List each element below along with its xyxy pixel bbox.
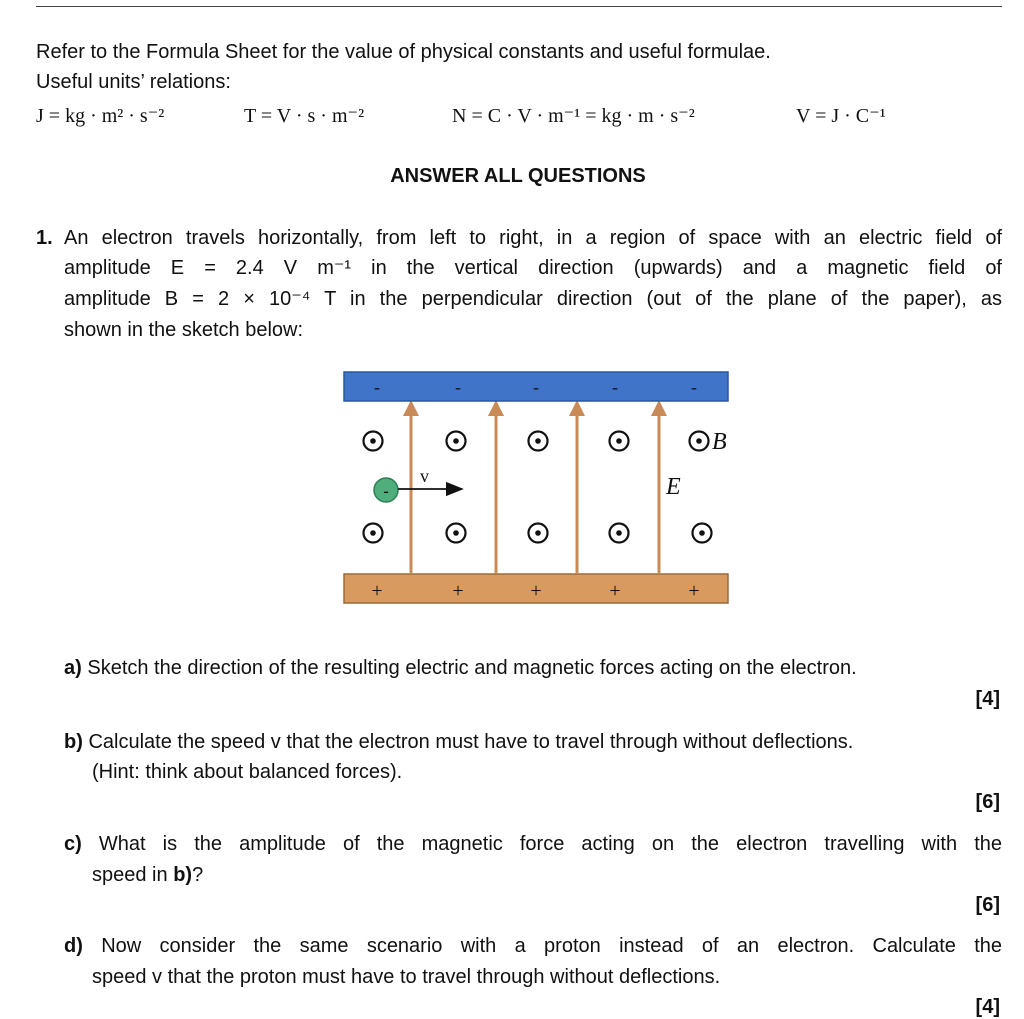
question-number: 1. [36, 227, 53, 249]
part-b-marks: [6] [975, 791, 1000, 813]
units-heading: Useful units’ relations: [36, 71, 231, 93]
efield-lines [403, 400, 667, 573]
unit-newton: N = C · V · m⁻¹ = kg · m · s⁻² [452, 105, 695, 127]
part-b-question: Calculate the speed v that the electron must have to travel through without deflections. [88, 731, 854, 753]
plate-minus-sign: - [455, 377, 461, 397]
formula-sheet-note: Refer to the Formula Sheet for the value of physical constants and useful formulae. [36, 41, 771, 63]
plate-plus-sign: + [530, 580, 542, 602]
bfield-label: B [712, 429, 727, 455]
plate-plus-sign: + [609, 580, 621, 602]
part-c-label: c) [64, 833, 82, 855]
plate-minus-sign: - [533, 377, 539, 397]
part-d-text [64, 934, 1002, 958]
part-c-ref: b) [173, 864, 193, 886]
question-line-1: An electron travels horizontally, from left to right, in a region of space with an electric field of [64, 227, 1002, 249]
part-a-marks: [4] [975, 688, 1000, 710]
part-c-marks: [6] [975, 894, 1000, 916]
part-d-marks: [4] [975, 996, 1000, 1018]
part-b-label: b) [64, 731, 83, 753]
unit-joule: J = kg · m² · s⁻² [36, 105, 165, 127]
top-rule [36, 6, 1002, 7]
part-a-question: Sketch the direction of the resulting electric and magnetic forces acting on the electron. [87, 657, 857, 679]
question-line-4: shown in the sketch below: [64, 319, 304, 341]
part-b-text [64, 730, 853, 754]
part-c-line2-text: speed in [92, 864, 168, 886]
part-d-line2: speed v that the proton must have to travel through without deflections. [92, 966, 721, 988]
plate-minus-sign: - [691, 377, 697, 397]
efield-label: E [666, 474, 681, 500]
unit-tesla: T = V · s · m⁻² [244, 105, 365, 127]
field-diagram [340, 368, 732, 608]
plate-minus-sign: - [374, 377, 380, 397]
electron-sign: - [383, 483, 389, 500]
part-c-question: What is the amplitude of the magnetic force acting on the electron travelling with the [98, 833, 1003, 855]
part-c-text [64, 832, 1002, 856]
section-title: ANSWER ALL QUESTIONS [390, 165, 646, 187]
part-d-question: Now consider the same scenario with a proton instead of an electron. Calculate the [101, 935, 1002, 957]
part-d-label: d) [64, 935, 83, 957]
plate-plus-sign: + [452, 580, 464, 602]
velocity-label: v [420, 466, 429, 486]
unit-volt: V = J · C⁻¹ [796, 105, 886, 127]
part-c-qmark: ? [192, 864, 204, 886]
question-line-3: amplitude B = 2 × 10⁻⁴ T in the perpendicular direction (out of the plane of the paper), as [64, 288, 1002, 310]
part-b-hint: (Hint: think about balanced forces). [92, 761, 403, 783]
plate-plus-sign: + [688, 580, 700, 602]
part-a-text [64, 656, 857, 680]
plate-minus-sign: - [612, 377, 618, 397]
question-line-2: amplitude E = 2.4 V m⁻¹ in the vertical direction (upwards) and a magnetic field of [64, 257, 1002, 279]
plate-plus-sign: + [371, 580, 383, 602]
part-c-line2 [92, 863, 203, 887]
part-a-label: a) [64, 657, 82, 679]
